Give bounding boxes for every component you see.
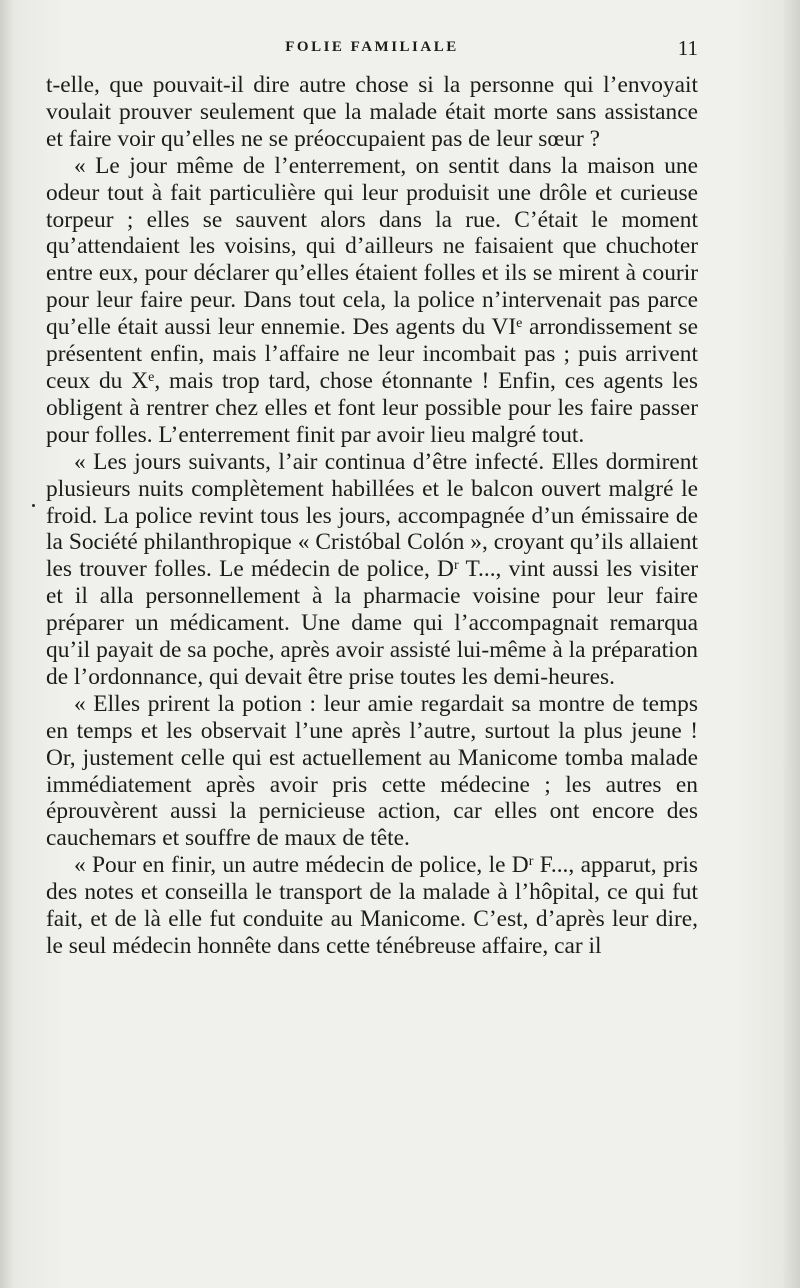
- paragraph: « Pour en finir, un autre médecin de police, le $D^r$ F..., apparut, pris des notes et conseilla le transport de la malade à l’hôpital, ce qui fut fait, et de là elle fut conduite au Manicome. C’est, d’après leur dire, le seul médecin honnête dans cette ténébreuse affaire, car il: [46, 852, 698, 959]
- superscript: r: [453, 557, 459, 574]
- page-header: [46, 36, 698, 60]
- paragraph: t-elle, que pouvait-il dire autre chose si la personne qui l’envoyait voulait prouver seulement que la malade était morte sans assistance et faire voir qu’elles ne se préoccupaient pas de leur sœur ?: [46, 72, 698, 152]
- body-text: [46, 72, 698, 960]
- paragraph: « Le jour même de l’enterrement, on sentit dans la maison une odeur tout à fait particulière qui leur produisit une drôle et curieuse torpeur ; elles se sauvent alors dans la rue. C’était le moment qu’attendaient les voisins, qui d’ailleurs ne faisaient que chuchoter entre eux, pour déclarer qu’elles étaient folles et ils se mirent à courir pour leur faire peur. Dans tout cela, la police n’intervenait pas parce qu’elle était aussi leur ennemie. Des agents du VIe arrondissement se présentent enfin, mais l’affaire ne leur incombait pas ; puis arrivent ceux du Xe, mais trop tard, chose étonnante ! Enfin, ces agents les obligent à rentrer chez elles et font leur possible pour les faire passer pour folles. L’enterrement finit par avoir lieu malgré tout.: [46, 152, 698, 448]
- ink-speck: [32, 504, 35, 507]
- paragraph: « Les jours suivants, l’air continua d’être infecté. Elles dormirent plusieurs nuits complètement habillées et le balcon ouvert malgré le froid. La police revint tous les jours, accompagnée d’un émissaire de la Société philanthropique « Cristóbal Colón », croyant qu’ils allaient les trouver folles. Le médecin de police, $D^r$ T..., vint aussi les visiter et il alla personnellement à la pharmacie voisine pour leur faire préparer un médicament. Une dame qui l’accompagnait remarqua qu’il payait de sa poche, après avoir assisté lui-même à la préparation de l’ordonnance, qui devait être prise toutes les demi-heures.: [46, 448, 698, 690]
- page-number: 11: [677, 36, 698, 60]
- superscript: e: [148, 368, 155, 385]
- paragraph: « Elles prirent la potion : leur amie regardait sa montre de temps en temps et les observait l’une après l’autre, surtout la plus jeune ! Or, justement celle qui est actuellement au Manicome tomba malade immédiatement après avoir pris cette médecine ; les autres en éprouvèrent aussi la pernicieuse action, car elles ont encore des cauchemars et souffre de maux de tête.: [46, 690, 698, 852]
- running-title: FOLIE FAMILIALE: [285, 39, 459, 55]
- page-edge-shadow: [782, 0, 800, 1288]
- page-gutter-shadow: [0, 0, 14, 1288]
- superscript: e: [516, 315, 523, 332]
- superscript: r: [528, 853, 534, 870]
